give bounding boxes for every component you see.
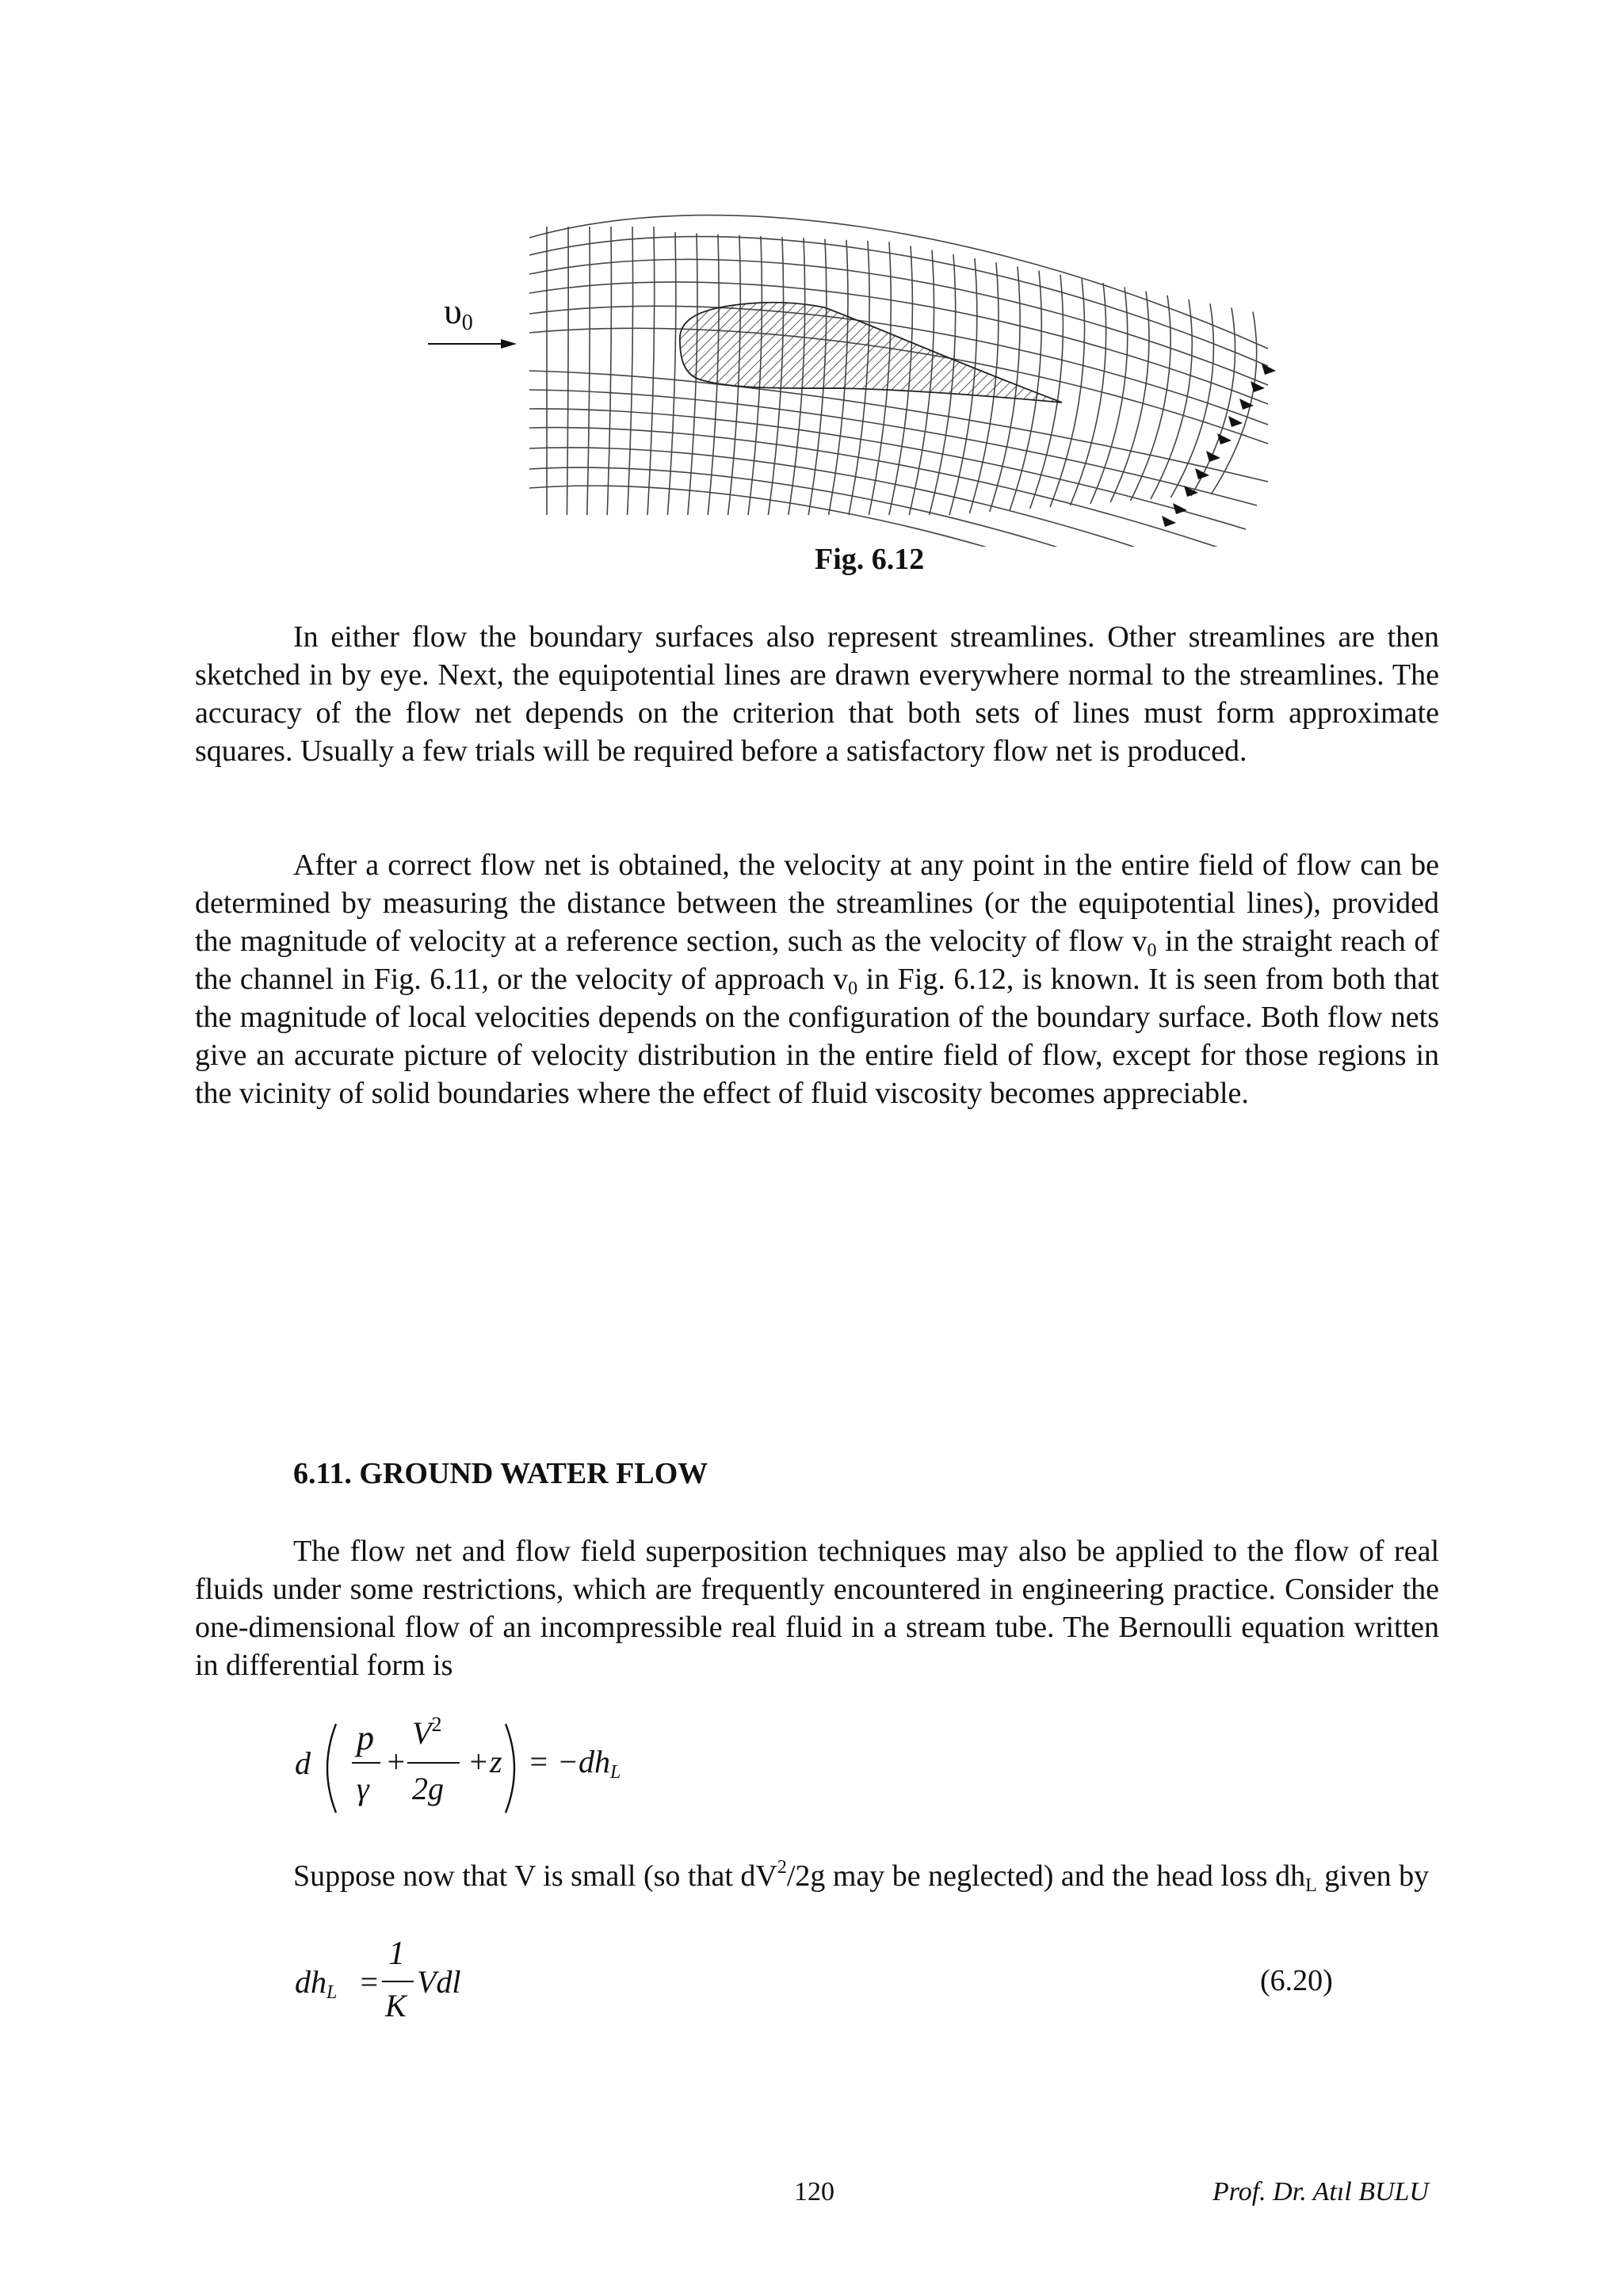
- eq1-d: d: [295, 1745, 311, 1781]
- paragraph-flow-net-sketching: [195, 618, 1439, 770]
- eq1-rhs: [528, 1743, 621, 1783]
- equipotential-line: [667, 232, 675, 515]
- equipotential-line: [567, 227, 568, 515]
- eq1-V-exponent: 2: [431, 1713, 442, 1736]
- page-number: 120: [794, 2177, 834, 2206]
- outlet-arrowhead: [1228, 416, 1243, 427]
- paragraph-head-loss: [195, 1857, 1439, 1895]
- inflow-subscript: 0: [461, 311, 473, 335]
- equation-number: (6.20): [1260, 1964, 1333, 1997]
- paragraph-2-text-c: in Fig. 6.12, is known. It is seen from both that the magnitude of local velocities depends on the configuration of the boundary surface. Both flow nets give an accurate picture of velocity distribution in the entire field of flow, except for those regions in the vicinity of solid boundaries where the effect of fluid viscosity becomes appreciable.: [195, 963, 1439, 1110]
- flow-net-figure: [412, 214, 1308, 547]
- eq1-fraction-bar-1: [352, 1762, 380, 1764]
- paragraph-4-text-b: /2g may be neglected) and the head loss dh: [786, 1859, 1306, 1893]
- superscript-two: 2: [777, 1857, 787, 1878]
- outlet-arrowhead: [1173, 503, 1187, 514]
- airfoil-body: [680, 303, 1062, 402]
- eq2-fraction-bar: [382, 1981, 414, 1982]
- eq1-plus-1: +: [385, 1744, 407, 1779]
- eq1-rhs-text: = −dh: [528, 1744, 610, 1779]
- eq1-right-paren: [501, 1721, 525, 1816]
- eq2-denominator: K: [385, 1988, 407, 2023]
- eq1-V: [412, 1714, 441, 1752]
- eq1-two-g-text: 2g: [412, 1771, 444, 1806]
- paragraph-2-text-a: After a correct flow net is obtained, the velocity at any point in the entire field of flow can be determined by measuring the distance between the streamlines (or the equipotential lines), provided the magnitude of velocity at a reference section, such as the velocity of flow v: [195, 849, 1439, 958]
- eq1-plus-2: +: [468, 1744, 489, 1779]
- figure-caption: Fig. 6.12: [815, 543, 925, 576]
- outlet-arrows: [1162, 364, 1276, 527]
- paragraph-2-text-b: in the straight reach of the channel in Fig. 6.11, or the velocity of approach v: [195, 925, 1440, 996]
- paragraph-velocity-determination: [195, 846, 1439, 1112]
- equipotential-line: [587, 227, 590, 515]
- paragraph-4-text-a: Suppose now that V is small (so that dV: [293, 1859, 777, 1893]
- paragraph-1-text: In either flow the boundary surfaces also represent streamlines. Other streamlines are then sketched in by eye. Next, the equipotential lines are drawn everywhere normal to the streamlines. The accuracy of the flow net depends on the criterion that both sets of lines must form approximate squares. Usually a few trials will be required before a satisfactory flow net is produced.: [195, 620, 1439, 768]
- equipotential-line: [1211, 312, 1256, 494]
- eq1-gamma: γ: [357, 1771, 369, 1806]
- paragraph-ground-water-intro: [195, 1532, 1439, 1684]
- equipotential-line: [647, 227, 655, 515]
- eq2-equals: =: [358, 1964, 380, 2000]
- inflow-symbol: υ: [444, 291, 462, 331]
- equipotential-line: [628, 227, 633, 515]
- eq1-z: z: [490, 1744, 502, 1779]
- eq1-fraction-bar-2: [407, 1762, 460, 1764]
- eq2-lhs: [295, 1963, 338, 2003]
- eq1-rhs-subscript: L: [609, 1762, 621, 1783]
- eq2-lhs-text: dh: [295, 1964, 327, 2000]
- streamline: [529, 486, 1201, 547]
- equipotential-line: [607, 227, 611, 515]
- inflow-arrowhead: [501, 339, 517, 349]
- paragraph-3-text: The flow net and flow field superposition techniques may also be applied to the flow of real fluids under some restrictions, which are frequently encountered in engineering practice. Consider the one-dimensional flow of an incompressible real fluid in a stream tube. The Bernoulli equation written in differential form is: [195, 1535, 1439, 1682]
- eq1-left-paren: [317, 1721, 341, 1816]
- subscript-zero: 0: [848, 978, 858, 999]
- eq1-two-g: [412, 1770, 444, 1807]
- equipotential-line: [1050, 279, 1085, 507]
- subscript-L: L: [1305, 1875, 1317, 1896]
- paragraph-4-text-c: given by: [1316, 1859, 1430, 1893]
- equipotential-line: [1070, 283, 1106, 505]
- outlet-arrowhead: [1162, 516, 1176, 527]
- outlet-arrowhead: [1195, 468, 1209, 479]
- outlet-arrowhead: [1262, 364, 1276, 375]
- eq2-numerator: 1: [388, 1936, 405, 1972]
- eq2-rest: Vdl: [417, 1964, 461, 2000]
- streamline: [529, 448, 1224, 547]
- eq2-lhs-subscript: L: [327, 1982, 338, 2003]
- author-name: Prof. Dr. Atıl BULU: [1212, 2177, 1429, 2206]
- eq1-p: p: [357, 1718, 374, 1757]
- eq1-V-letter: V: [412, 1715, 432, 1751]
- outlet-arrowhead: [1217, 433, 1232, 444]
- subscript-zero: 0: [1147, 940, 1157, 961]
- section-heading: 6.11. GROUND WATER FLOW: [293, 1457, 708, 1490]
